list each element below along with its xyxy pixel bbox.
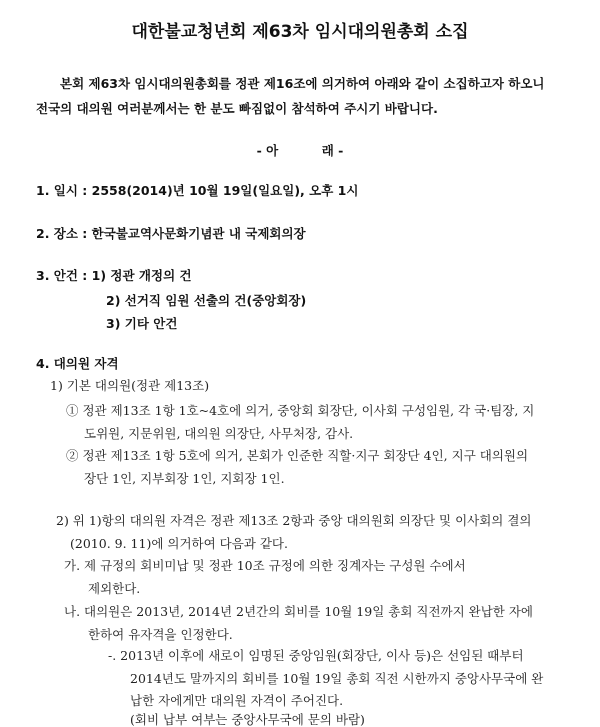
item-location: 2. 장소 : 한국불교역사문화기념관 내 국제회의장 bbox=[36, 226, 306, 241]
sub2-note-line4: (회비 납부 여부는 중앙사무국에 문의 바람) bbox=[130, 712, 365, 727]
sub2-ga-line2: 제외한다. bbox=[88, 581, 141, 596]
sub1-clause2-line1: ② 정관 제13조 1항 5호에 의거, 본회가 인준한 직할·지구 회장단 4인, 지구 대의원의 bbox=[66, 448, 529, 463]
sub2-note-line2: 2014년도 말까지의 회비를 10월 19일 총회 직전 시한까지 중앙사무국에 완 bbox=[130, 671, 544, 686]
sub2-na-line2: 한하여 유자격을 인정한다. bbox=[88, 627, 233, 642]
sub2-note-line1: -. 2013년 이후에 새로이 임명된 중앙임원(회장단, 이사 등)은 선임된 때부터 bbox=[108, 648, 524, 663]
sub2-line1: 2) 위 1)항의 대의원 자격은 정관 제13조 2항과 중앙 대의원회 의장단 및 이사회의 결의 bbox=[56, 513, 532, 528]
sub1-heading: 1) 기본 대의원(정관 제13조) bbox=[50, 378, 210, 393]
document-title: 대한불교청년회 제63차 임시대의원총회 소집 bbox=[131, 22, 469, 42]
sub1-clause2-line2: 장단 1인, 지부회장 1인, 지회장 1인. bbox=[84, 471, 285, 486]
sub1-clause1-line2: 도위원, 지문위원, 대의원 의장단, 사무처장, 감사. bbox=[84, 426, 354, 441]
item-agenda-1: 3. 안건 : 1) 정관 개정의 건 bbox=[36, 268, 192, 283]
intro-line-2: 전국의 대의원 여러분께서는 한 분도 빠짐없이 참석하여 주시기 바랍니다. bbox=[36, 101, 438, 116]
intro-line-1: 본회 제63차 임시대의원총회를 정관 제16조에 의거하여 아래와 같이 소집하고자 하오니 bbox=[60, 76, 545, 91]
item-datetime: 1. 일시 : 2558(2014)년 10월 19일(일요일), 오후 1시 bbox=[36, 183, 359, 198]
item-delegate-qualification: 4. 대의원 자격 bbox=[36, 356, 119, 371]
sub2-na-line1: 나. 대의원은 2013년, 2014년 2년간의 회비를 10월 19일 총회 직전까지 완납한 자에 bbox=[64, 604, 533, 619]
sub2-note-line3: 납한 자에게만 대의원 자격이 주어진다. bbox=[130, 693, 344, 708]
item-agenda-2: 2) 선거직 임원 선출의 건(중앙회장) bbox=[106, 293, 307, 308]
sub2-ga-line1: 가. 제 규정의 회비미납 및 정관 10조 규정에 의한 징계자는 구성원 수에서 bbox=[64, 558, 466, 573]
sub1-clause1-line1: ① 정관 제13조 1항 1호~4호에 의거, 중앙회 회장단, 이사회 구성임원, 각 국·팀장, 지 bbox=[66, 403, 535, 418]
section-heading: - 아 래 - bbox=[256, 143, 344, 158]
item-agenda-3: 3) 기타 안건 bbox=[106, 316, 178, 331]
sub2-line2: (2010. 9. 11)에 의거하여 다음과 같다. bbox=[70, 536, 288, 551]
